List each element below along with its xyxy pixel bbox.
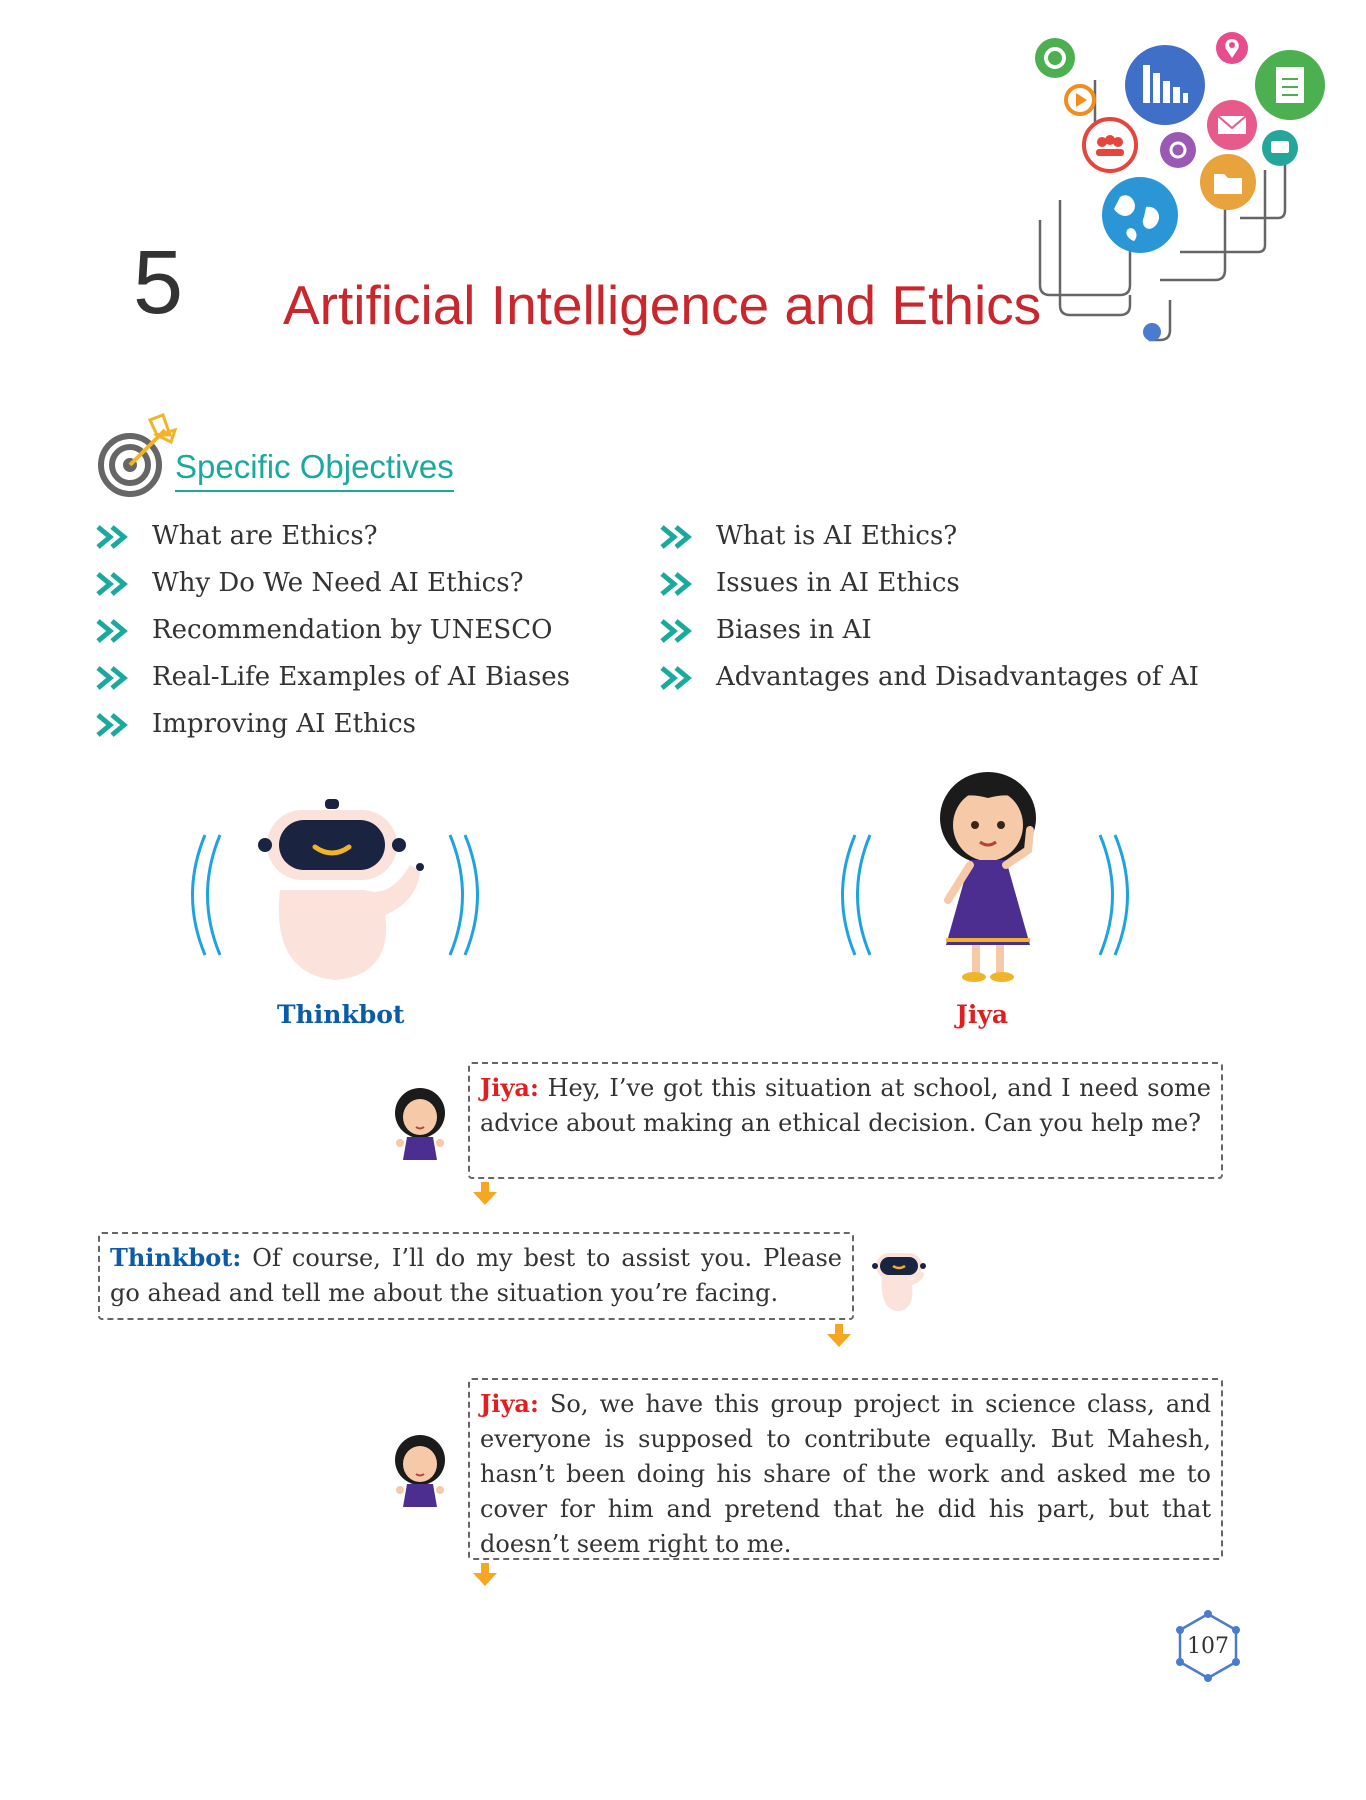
globe-icon — [1102, 177, 1178, 253]
jiya-illustration — [830, 770, 1150, 990]
objective-item: Why Do We Need AI Ethics? — [96, 565, 570, 612]
objective-item: What are Ethics? — [96, 518, 570, 565]
dialogue-text: So, we have this group project in science class, and everyone is supposed to contribute equally. But Mahesh, hasn’t been doing his share of the work and asked me to cover for him and pretend that he did his part, but that doesn’t seem right to me. — [480, 1390, 1211, 1558]
double-chevron-icon — [660, 572, 700, 596]
double-chevron-icon — [96, 666, 136, 690]
page-number: 107 — [1187, 1633, 1229, 1659]
tech-icon-cluster — [1010, 30, 1330, 350]
location-pin-icon — [1216, 32, 1248, 64]
objective-item: Biases in AI — [660, 612, 1199, 659]
objective-item: Improving AI Ethics — [96, 706, 570, 753]
jiya-avatar — [385, 1432, 455, 1507]
objective-item: Advantages and Disadvantages of AI — [660, 659, 1199, 706]
mail-icon — [1207, 100, 1257, 150]
thinkbot-avatar — [862, 1245, 932, 1315]
chapter-title: Artificial Intelligence and Ethics — [283, 274, 1042, 336]
dialogue-box-1 — [468, 1062, 1223, 1179]
objective-item: What is AI Ethics? — [660, 518, 1199, 565]
objectives-list-right — [660, 518, 1199, 706]
double-chevron-icon — [660, 619, 700, 643]
objectives-list-left — [96, 518, 570, 753]
objectives-heading: Specific Objectives — [175, 448, 454, 492]
bar-chart-icon — [1125, 45, 1205, 125]
speaker-label: Jiya: — [480, 1073, 539, 1102]
chapter-number: 5 — [133, 233, 184, 333]
speaker-label: Thinkbot: — [110, 1243, 242, 1272]
sound-waves-left — [843, 835, 871, 955]
thinkbot-illustration — [185, 795, 495, 995]
double-chevron-icon — [96, 713, 136, 737]
down-arrow-icon — [472, 1182, 498, 1206]
dialogue-box-2 — [98, 1232, 854, 1320]
objective-item: Recommendation by UNESCO — [96, 612, 570, 659]
speaker-label: Jiya: — [480, 1389, 539, 1418]
sound-waves-right — [450, 835, 478, 955]
objective-item: Real-Life Examples of AI Biases — [96, 659, 570, 706]
sound-waves-right — [1100, 835, 1128, 955]
double-chevron-icon — [660, 525, 700, 549]
target-arrow-icon — [95, 410, 180, 500]
gear-icon — [1035, 38, 1075, 78]
chat-icon — [1262, 130, 1298, 166]
down-arrow-icon — [472, 1563, 498, 1587]
folder-icon — [1200, 154, 1256, 210]
dialogue-text: Hey, I’ve got this situation at school, and I need some advice about making an ethical decision. Can you help me? — [480, 1074, 1211, 1137]
dialogue-box-3 — [468, 1378, 1223, 1560]
double-chevron-icon — [96, 619, 136, 643]
play-icon — [1066, 86, 1094, 114]
dialogue-text: Of course, I’ll do my best to assist you. Please go ahead and tell me about the situation you’re facing. — [110, 1244, 842, 1307]
jiya-name: Jiya — [956, 1000, 1009, 1029]
sound-waves-left — [193, 835, 221, 955]
document-icon — [1255, 50, 1325, 120]
jiya-avatar — [385, 1085, 455, 1160]
down-arrow-icon — [826, 1324, 852, 1348]
double-chevron-icon — [96, 525, 136, 549]
double-chevron-icon — [660, 666, 700, 690]
speaker-icon — [1160, 132, 1196, 168]
double-chevron-icon — [96, 572, 136, 596]
thinkbot-name: Thinkbot — [277, 1000, 405, 1029]
objective-item: Issues in AI Ethics — [660, 565, 1199, 612]
people-icon — [1084, 119, 1136, 171]
